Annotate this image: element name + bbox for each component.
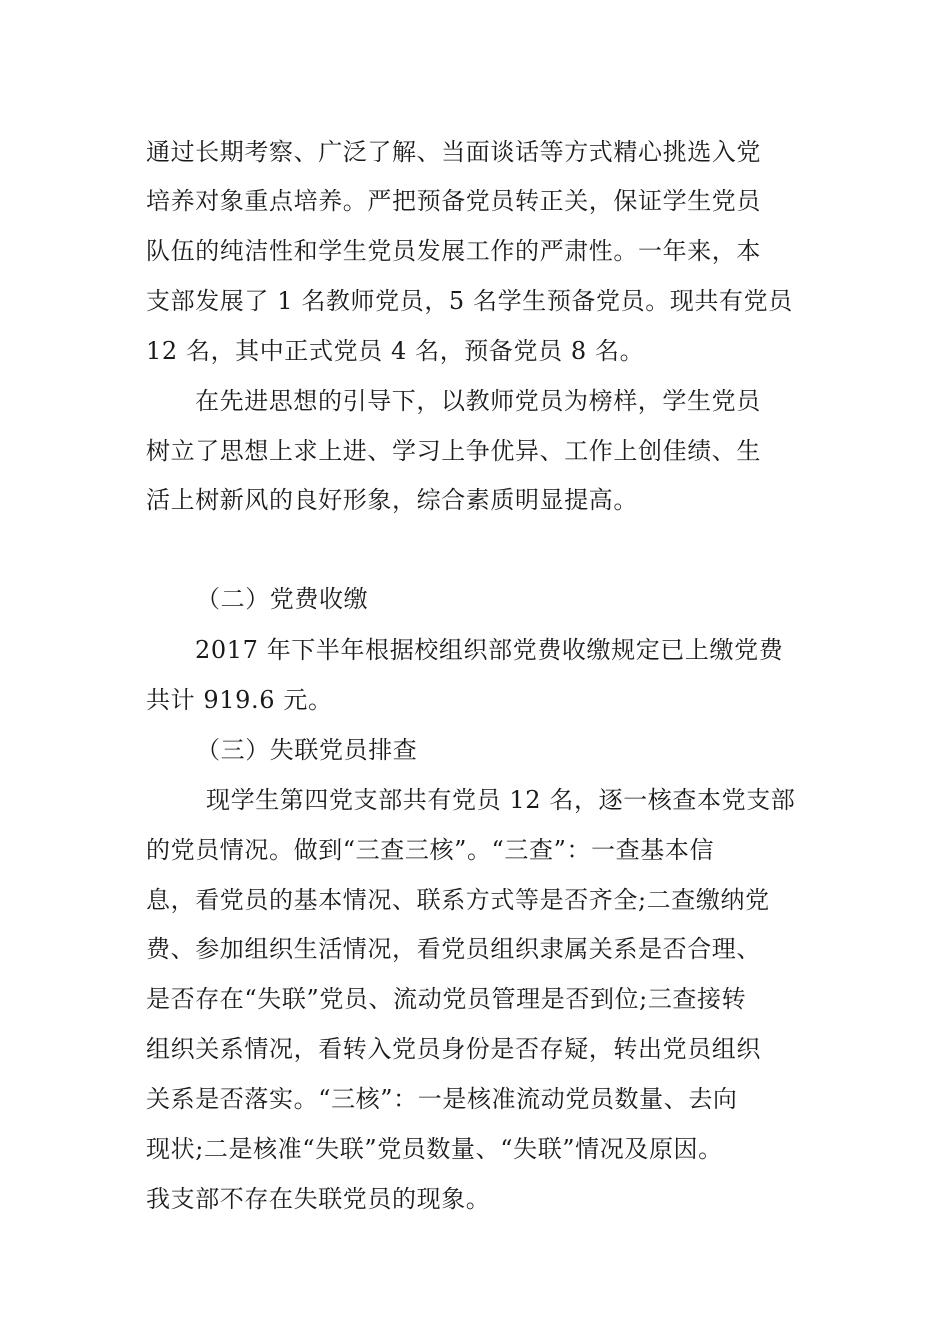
text-line: 支部发展了 1 名教师党员，5 名学生预备党员。现共有党员 xyxy=(146,287,793,315)
text-line: 费、参加组织生活情况，看党员组织隶属关系是否合理、 xyxy=(146,935,761,963)
text-line: 2017 年下半年根据校组织部党费收缴规定已上缴党费 xyxy=(195,636,784,664)
text-line: 在先进思想的引导下，以教师党员为榜样，学生党员 xyxy=(195,387,761,415)
section-heading-lost-members: （三）失联党员排查 xyxy=(196,736,418,764)
text-line: 我支部不存在失联党员的现象。 xyxy=(146,1185,491,1213)
text-line: 现学生第四党支部共有党员 12 名，逐一核查本党支部 xyxy=(206,786,796,814)
text-line: 培养对象重点培养。严把预备党员转正关，保证学生党员 xyxy=(146,187,761,215)
text-line: 树立了思想上求上进、学习上争优异、工作上创佳绩、生 xyxy=(146,437,761,465)
text-line: 的党员情况。做到“三查三核”。“三查”：一查基本信 xyxy=(146,836,715,864)
text-line: 活上树新风的良好形象，综合素质明显提高。 xyxy=(146,486,638,514)
text-line: 共计 919.6 元。 xyxy=(146,686,333,714)
text-line: 现状;二是核准“失联”党员数量、“失联”情况及原因。 xyxy=(146,1135,723,1163)
text-line: 关系是否落实。“三核”：一是核准流动党员数量、去向 xyxy=(146,1085,738,1113)
text-line: 通过长期考察、广泛了解、当面谈话等方式精心挑选入党 xyxy=(146,138,761,166)
text-line: 12 名，其中正式党员 4 名，预备党员 8 名。 xyxy=(146,337,645,365)
text-line: 是否存在“失联”党员、流动党员管理是否到位;三查接转 xyxy=(146,985,747,1013)
text-line: 组织关系情况，看转入党员身份是否存疑，转出党员组织 xyxy=(146,1035,761,1063)
text-line: 息，看党员的基本情况、联系方式等是否齐全;二查缴纳党 xyxy=(146,886,770,914)
text-line: 队伍的纯洁性和学生党员发展工作的严肃性。一年来，本 xyxy=(146,237,761,265)
section-heading-party-dues: （二）党费收缴 xyxy=(196,585,369,613)
